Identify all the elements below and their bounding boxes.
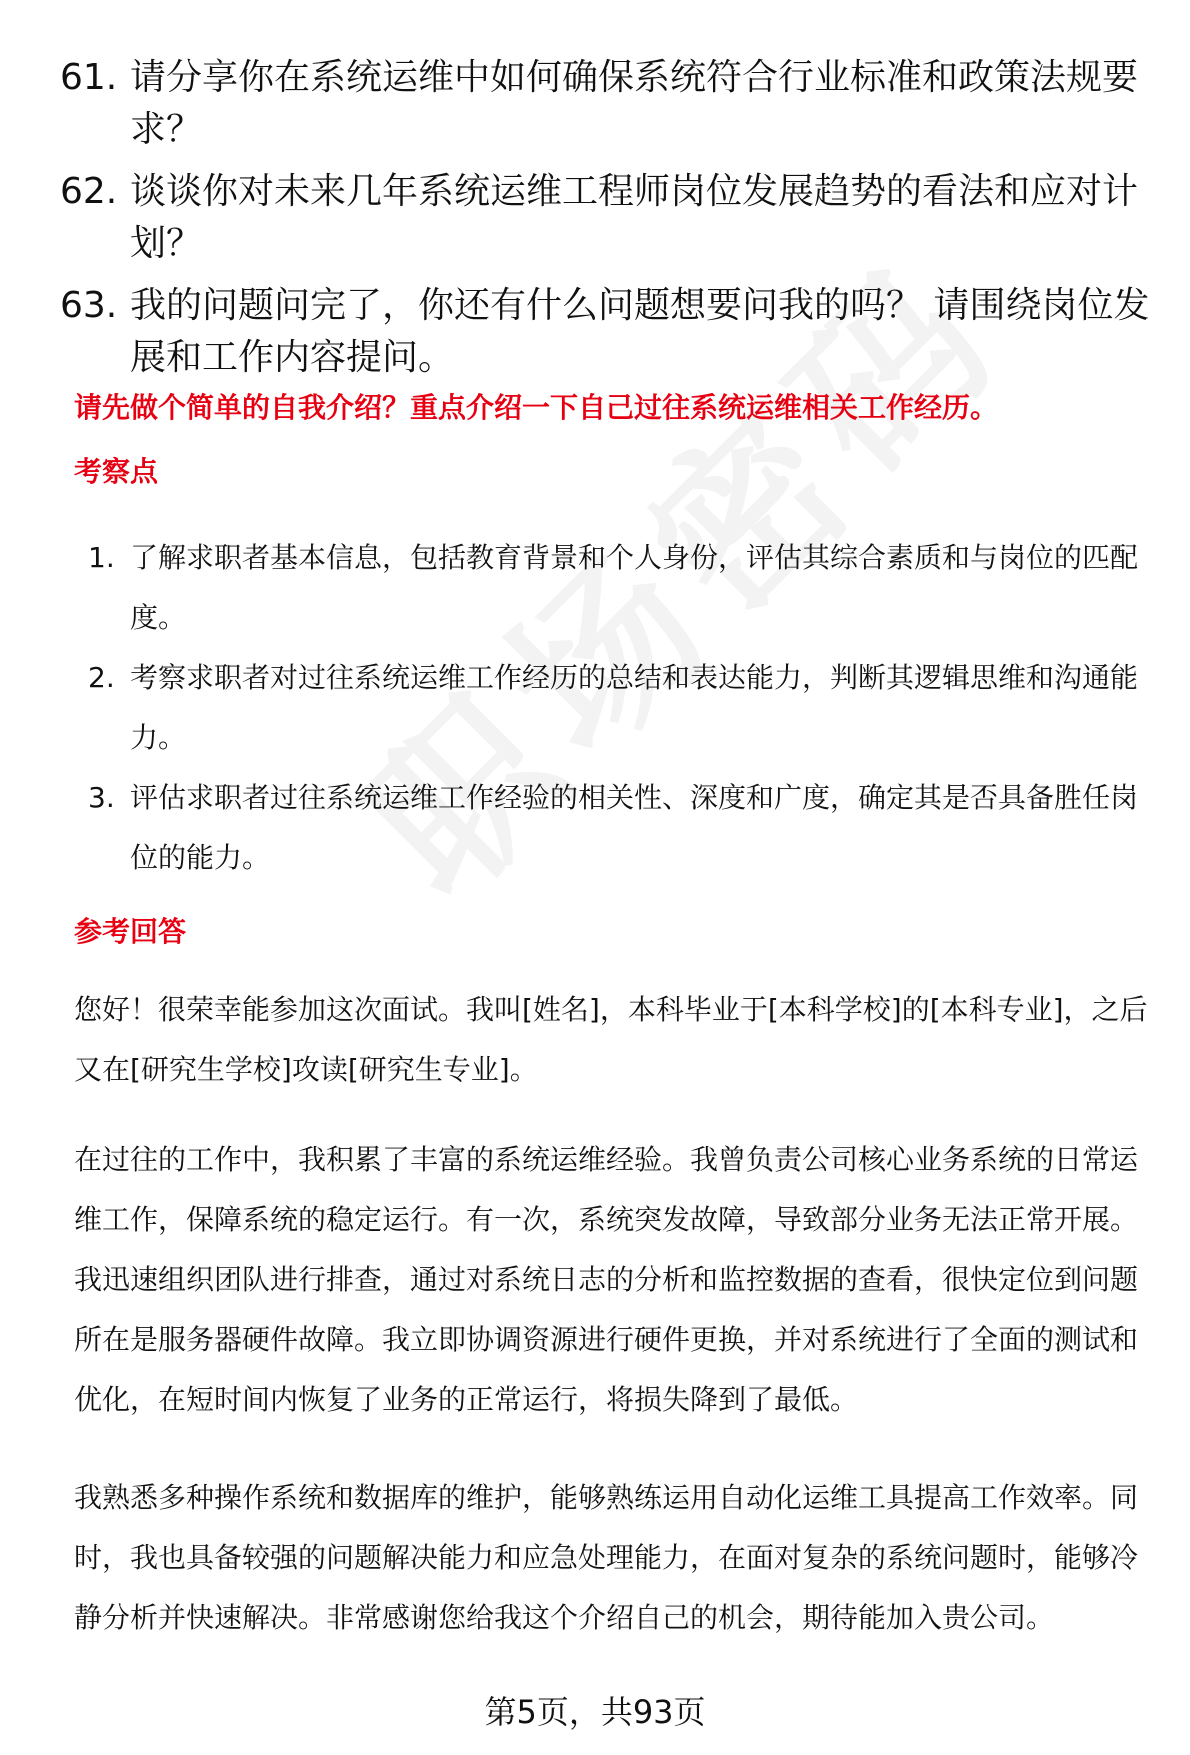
- question-text: 谈谈你对未来几年系统运维工程师岗位发展趋势的看法和应对计划？: [130, 171, 1139, 264]
- point-number: 1.: [88, 541, 115, 574]
- points-list: [88, 528, 1158, 888]
- question-number: 63.: [60, 285, 118, 326]
- point-number: 2.: [88, 661, 115, 694]
- answer-heading: 参考回答: [74, 915, 187, 948]
- question-item: [60, 166, 1150, 270]
- page-footer: 第5页，共93页: [484, 1693, 706, 1731]
- question-item: [60, 280, 1150, 384]
- point-item: [88, 648, 1158, 768]
- point-text: 评估求职者过往系统运维工作经验的相关性、深度和广度，确定其是否具备胜任岗位的能力。: [130, 781, 1139, 874]
- answer-paragraph: 我熟悉多种操作系统和数据库的维护，能够熟练运用自动化运维工具提高工作效率。同时，我也具备较强的问题解决能力和应急处理能力，在面对复杂的系统问题时，能够冷静分析并快速解决。非常感谢您给我这个介绍自己的机会，期待能加入贵公司。: [74, 1481, 1139, 1634]
- point-text: 了解求职者基本信息，包括教育背景和个人身份，评估其综合素质和与岗位的匹配度。: [130, 541, 1139, 634]
- point-item: [88, 768, 1158, 888]
- point-item: [88, 528, 1158, 648]
- answer-paragraph: 您好！很荣幸能参加这次面试。我叫[姓名]，本科毕业于[本科学校]的[本科专业]，之后又在[研究生学校]攻读[研究生专业]。: [74, 993, 1148, 1086]
- question-text: 请分享你在系统运维中如何确保系统符合行业标准和政策法规要求？: [130, 57, 1139, 150]
- answer-paragraph: 在过往的工作中，我积累了丰富的系统运维经验。我曾负责公司核心业务系统的日常运维工作，保障系统的稳定运行。有一次，系统突发故障，导致部分业务无法正常开展。我迅速组织团队进行排查，通过对系统日志的分析和监控数据的查看，很快定位到问题所在是服务器硬件故障。我立即协调资源进行硬件更换，并对系统进行了全面的测试和优化，在短时间内恢复了业务的正常运行，将损失降到了最低。: [74, 1143, 1139, 1416]
- point-text: 考察求职者对过往系统运维工作经历的总结和表达能力，判断其逻辑思维和沟通能力。: [130, 661, 1139, 754]
- question-text: 我的问题问完了，你还有什么问题想要问我的吗？ 请围绕岗位发展和工作内容提问。: [130, 285, 1150, 378]
- point-number: 3.: [88, 781, 115, 814]
- question-number: 62.: [60, 171, 118, 212]
- section-question-title: 请先做个简单的自我介绍？重点介绍一下自己过往系统运维相关工作经历。: [74, 391, 999, 424]
- question-list: [60, 52, 1150, 394]
- points-heading: 考察点: [74, 455, 159, 488]
- question-item: [60, 52, 1150, 156]
- question-number: 61.: [60, 57, 118, 98]
